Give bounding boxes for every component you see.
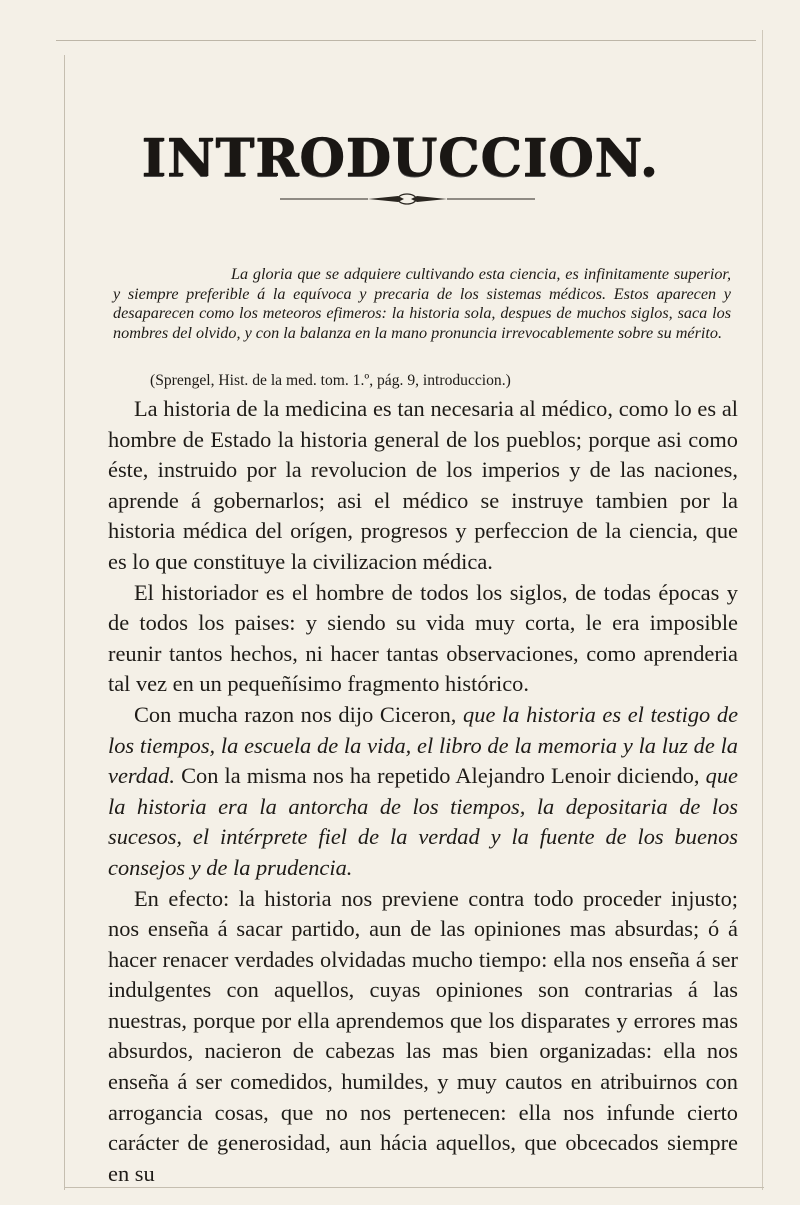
paragraph-4: En efecto: la historia nos previene contra todo proceder injusto; nos enseña á sacar partido, aun de las opiniones mas absurdas; ó á hacer renacer verdades olvidadas mucho tiempo: ella nos enseña á ser indulgentes con aquellos, cuyas opiniones son contrarias á las nuestras, porque por ella aprendemos que los disparates y errores mas absurdos, nacieron de cabezas las mas bien organizadas: ella nos enseña á ser comedidos, humildes, y muy cautos en atribuirnos con arrogancia cosas, que no nos pertenecen: ella nos infunde cierto carácter de generosidad, aun hácia aquellos, que obcecados siempre en su <box>108 885 738 1186</box>
body-text <box>108 394 738 1189</box>
title-ornament-divider <box>280 192 535 206</box>
page-edge-left <box>64 55 65 1190</box>
quote-lenoir: que la historia era la antorcha de los tiempos, la depositaria de los sucesos, el intérprete fiel de la verdad y la fuente de los buenos consejos y de la prudencia. <box>108 763 738 880</box>
epigraph-citation: (Sprengel, Hist. de la med. tom. 1.º, pág. 9, introduccion.) <box>150 372 511 389</box>
epigraph <box>113 265 731 343</box>
paragraph-1: La historia de la medicina es tan necesaria al médico, como lo es al hombre de Estado la historia general de los pueblos; porque asi como éste, instruido por la revolucion de los imperios y de las naciones, aprende á gobernarlos; asi el médico se instruye tambien por la historia médica del orígen, progresos y perfeccion de la ciencia, que es lo que constituye la civilizacion médica. <box>108 396 738 574</box>
page-edge-top <box>56 40 756 41</box>
chapter-title: INTRODUCCION. <box>141 128 659 189</box>
paragraph-3-intro: Con mucha razon nos dijo Ciceron, <box>134 701 464 727</box>
page-edge-right <box>762 30 763 1190</box>
paragraph-2: El historiador es el hombre de todos los siglos, de todas épocas y de todos los paises: y siendo su vida muy corta, le era imposible reunir tantos hechos, ni hacer tantas observaciones, como aprenderia tal vez en un pequeñísimo fragmento histórico. <box>108 579 738 697</box>
paragraph-3 <box>108 700 738 884</box>
quote-ciceron: que la historia es el testigo de los tiempos, la escuela de la vida, el libro de la memoria y la luz de la verdad. <box>108 701 739 789</box>
epigraph-text: La gloria que se adquiere cultivando esta ciencia, es infinitamente superior, y siempre preferible á la equívoca y precaria de los sistemas médicos. Estos aparecen y desaparecen como los meteoros efimeros: la historia sola, despues de muchos siglos, saca los nombres del olvido, y con la balanza en la mano pronuncia irrevocablemente sobre su mérito. <box>113 265 731 342</box>
paragraph-3-middle: Con la misma nos ha repetido Alejandro Lenoir diciendo, <box>174 763 706 789</box>
